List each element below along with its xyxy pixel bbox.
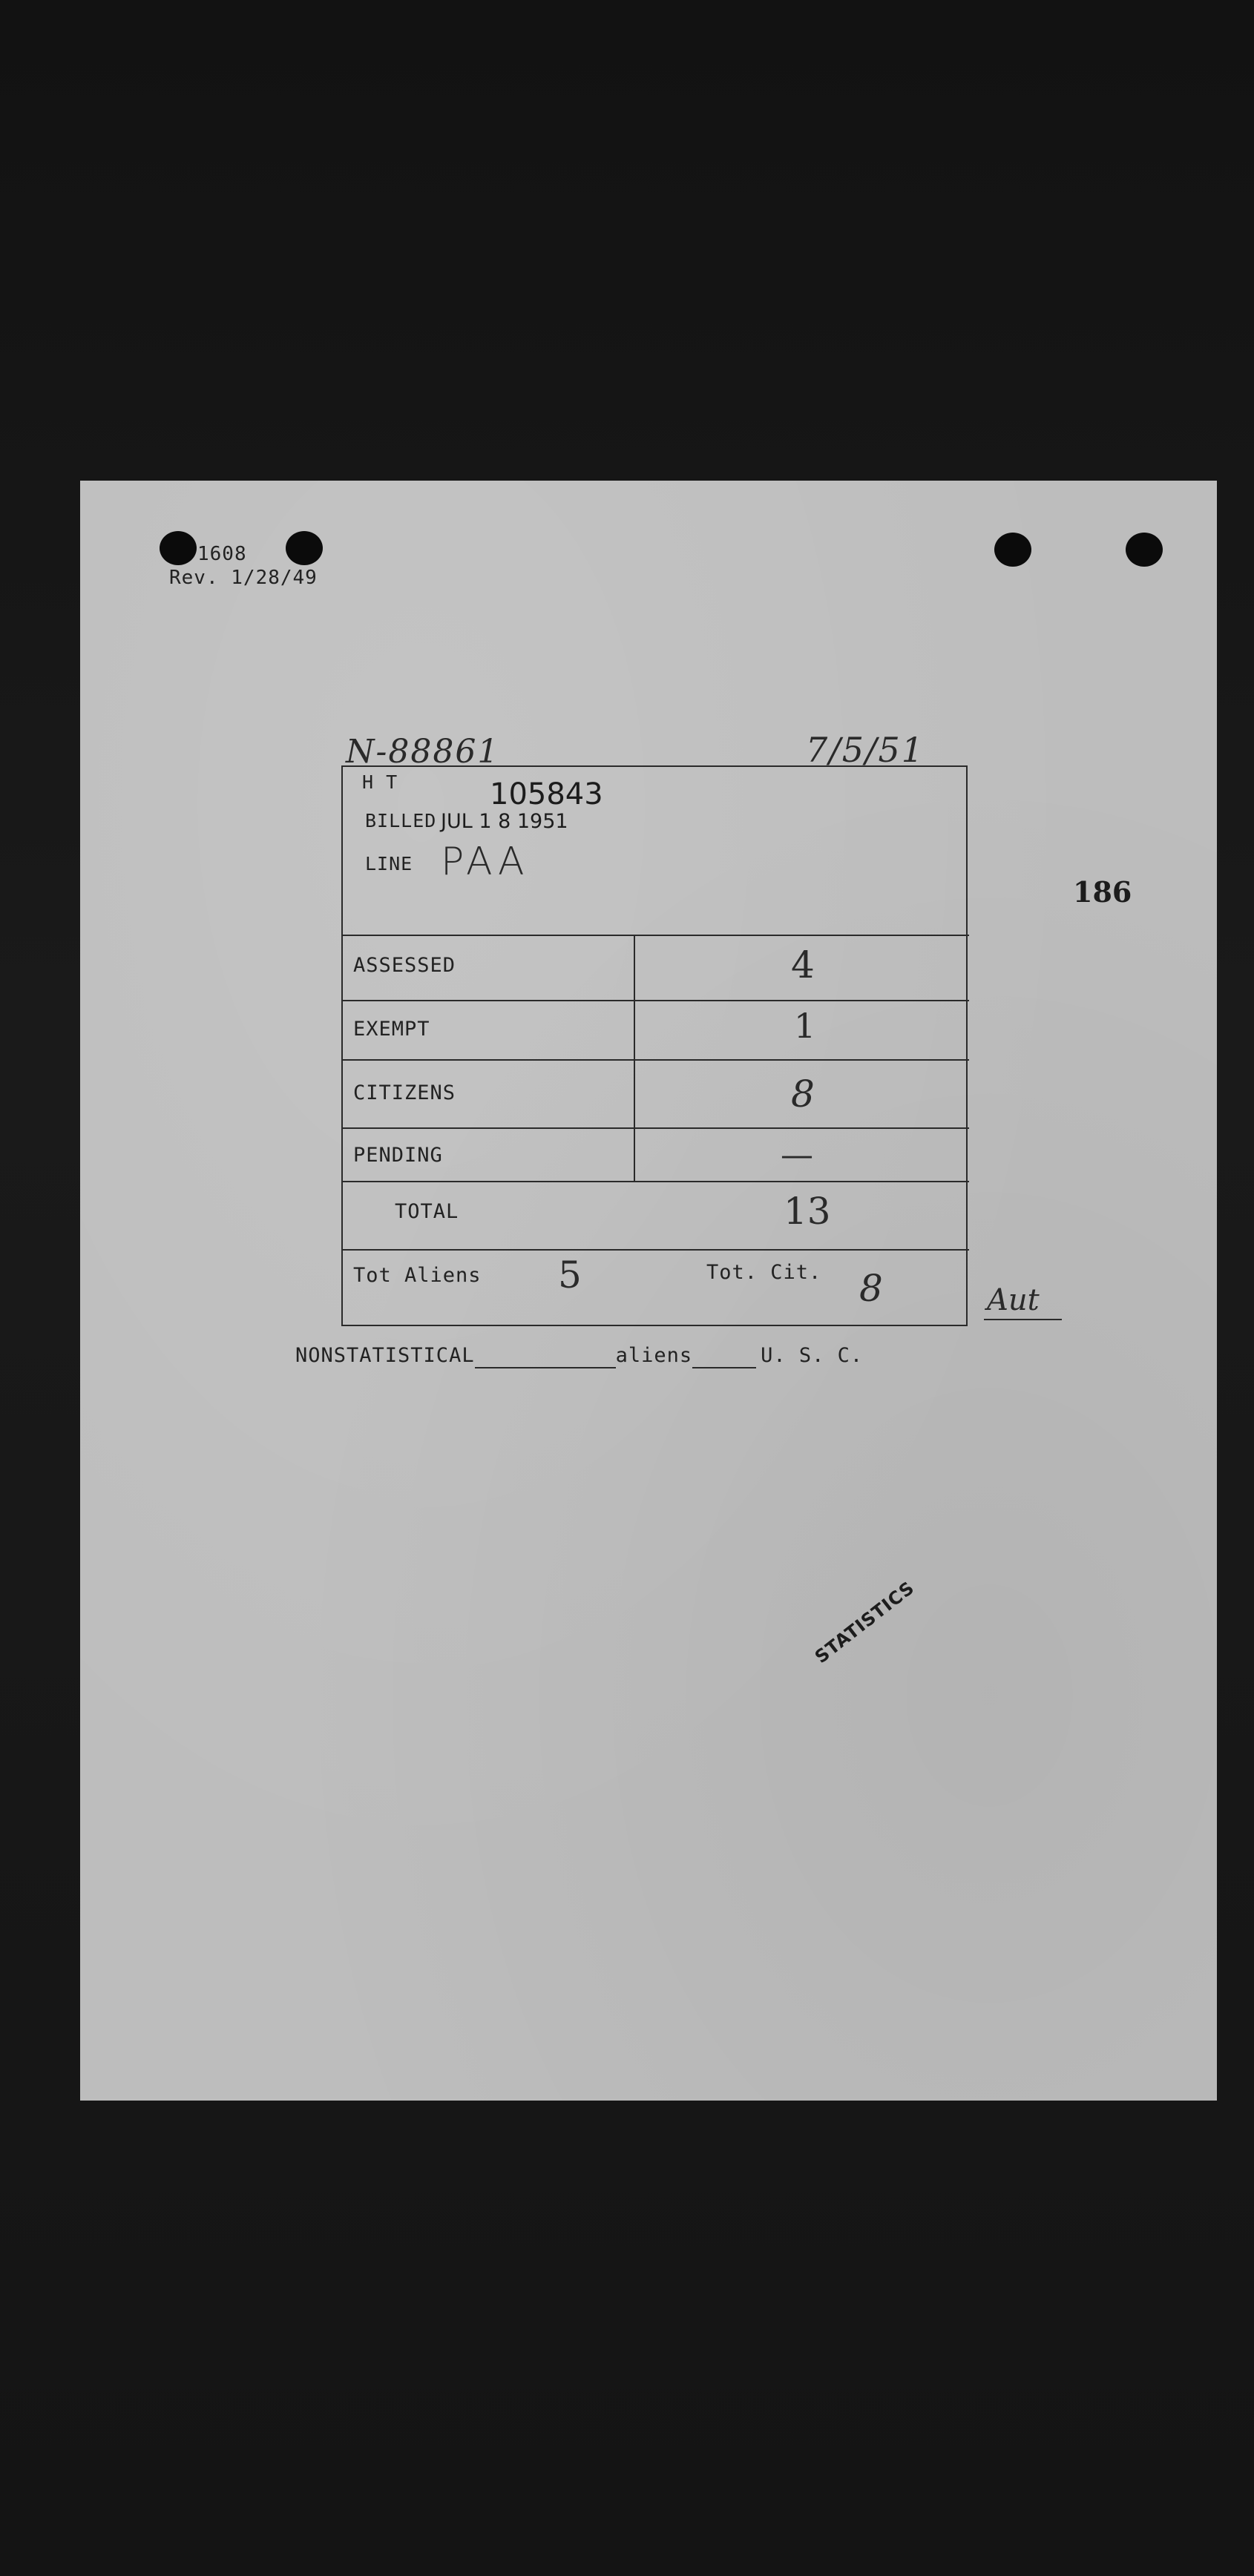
form-number: 1608: [197, 543, 247, 565]
row-divider: [343, 1000, 969, 1001]
total-label: TOTAL: [395, 1200, 459, 1223]
tot-cit-label: Tot. Cit.: [706, 1261, 822, 1284]
row-divider: [343, 1127, 969, 1129]
tot-aliens-value: 5: [558, 1254, 582, 1297]
file-number: N-88861: [346, 733, 500, 771]
row-label-assessed: ASSESSED: [353, 954, 456, 977]
billed-label: BILLED: [365, 810, 437, 831]
line-value: PAA: [441, 840, 529, 884]
row-divider: [343, 935, 969, 936]
nonstatistical-label: NONSTATISTICAL: [295, 1344, 475, 1367]
total-value: 13: [784, 1190, 831, 1233]
form-revision: Rev. 1/28/49: [169, 567, 318, 589]
punch-hole: [160, 531, 197, 565]
row-value-assessed: 4: [791, 943, 815, 986]
document-page: [80, 481, 1217, 2101]
aliens-blank: [692, 1344, 756, 1368]
statistics-stamp: STATISTICS: [811, 1577, 919, 1668]
row-value-exempt: 1: [794, 1006, 816, 1046]
column-divider: [634, 935, 635, 1182]
row-label-exempt: EXEMPT: [353, 1018, 430, 1041]
aliens-label: aliens: [615, 1344, 693, 1367]
ht-label: H T: [362, 771, 398, 793]
row-value-citizens: 8: [791, 1073, 815, 1116]
nonstatistical-blank: [475, 1344, 616, 1368]
line-label: LINE: [365, 853, 413, 874]
billed-date-stamp: JUL 1 8 1951: [441, 810, 568, 833]
punch-hole: [286, 531, 323, 565]
page-number: 186: [1073, 875, 1132, 909]
usc-label: U. S. C.: [761, 1344, 864, 1367]
row-label-citizens: CITIZENS: [353, 1081, 456, 1104]
ht-number: 105843: [490, 777, 603, 811]
handwritten-date: 7/5/51: [806, 730, 925, 770]
tot-cit-value: 8: [859, 1267, 883, 1310]
nonstatistical-line: [295, 1344, 863, 1368]
punch-hole: [994, 533, 1031, 567]
row-divider: [343, 1181, 969, 1182]
reviewer-initials: Aut: [984, 1283, 1062, 1320]
row-label-pending: PENDING: [353, 1144, 443, 1167]
punch-hole: [1126, 533, 1163, 567]
row-value-pending: —: [781, 1136, 813, 1174]
row-divider: [343, 1249, 969, 1251]
row-divider: [343, 1059, 969, 1061]
statistics-form: [341, 765, 968, 1326]
tot-aliens-label: Tot Aliens: [353, 1264, 482, 1287]
